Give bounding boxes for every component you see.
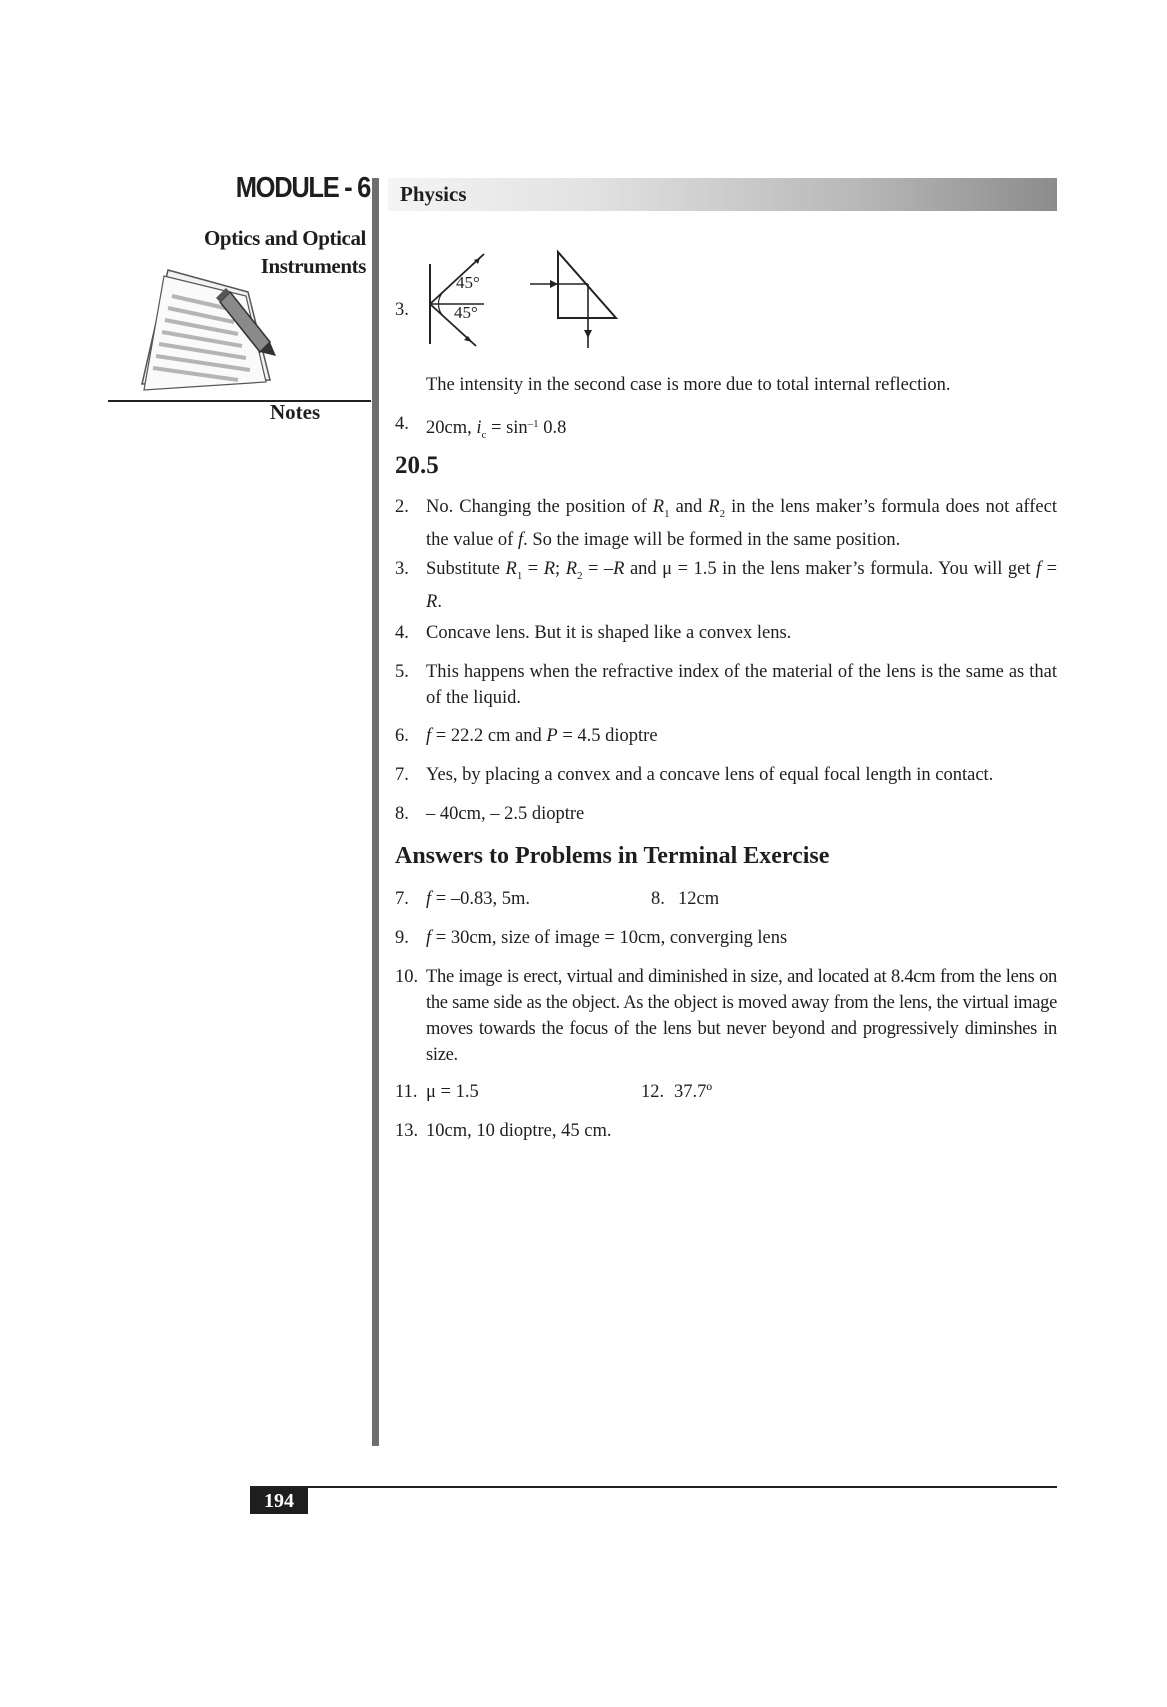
text-run: 2 xyxy=(577,570,583,582)
text-run: = –0.83, 5m. xyxy=(431,889,530,909)
answer-12: 37.7º xyxy=(674,1082,713,1102)
text-run: and xyxy=(669,497,709,517)
answer-10: The image is erect, virtual and diminished in size, and located at 8.4cm from the lens on the same side as the object. As the object is moved away from the lens, the virtual image moves towards the focus of the lens but never beyond and progressively diminshes in size. xyxy=(426,967,1057,1065)
notes-pencil-icon xyxy=(138,262,288,412)
list-item xyxy=(426,556,1057,615)
list-item-number: 8. xyxy=(651,889,665,909)
list-item-number: 12. xyxy=(641,1082,665,1102)
item-4-val: 0.8 xyxy=(538,418,567,438)
list-item: This happens when the refractive index of the material of the lens is the same as that of the liquid. xyxy=(426,662,1057,708)
text-run: f xyxy=(517,530,524,550)
text-run: f xyxy=(1035,559,1042,579)
answer-9 xyxy=(426,925,1057,951)
text-run: 1 xyxy=(664,508,670,520)
text-run: = 22.2 cm and xyxy=(431,726,547,746)
text-run: R xyxy=(613,559,625,579)
list-item-number: 10. xyxy=(395,967,419,987)
text-run: = xyxy=(522,559,544,579)
footer-rule xyxy=(250,1486,1057,1488)
text-run: Substitute xyxy=(426,559,506,579)
list-item: Concave lens. But it is shaped like a convex lens. xyxy=(426,623,792,643)
list-item: Yes, by placing a convex and a concave lens of equal focal length in contact. xyxy=(426,765,994,785)
page-number: 194 xyxy=(250,1488,308,1514)
text-run: = 4.5 dioptre xyxy=(557,726,658,746)
angle-label-bottom: 45° xyxy=(454,303,478,322)
item-4-eq: = sin xyxy=(486,418,528,438)
list-item-number: 11. xyxy=(395,1082,418,1102)
subject-title: Physics xyxy=(400,182,467,206)
side-topic-line1: Optics and Optical xyxy=(204,226,366,250)
list-item-number: 2. xyxy=(395,497,409,517)
text-run: 2 xyxy=(719,508,726,520)
answer-8: 12cm xyxy=(678,889,720,909)
list-item-number: 7. xyxy=(395,765,409,785)
list-item-number: 9. xyxy=(395,928,409,948)
intensity-note: The intensity in the second case is more due to total internal reflection. xyxy=(426,375,951,395)
list-item-number: 13. xyxy=(395,1121,419,1141)
text-run: f xyxy=(426,928,432,948)
list-item-number: 5. xyxy=(395,662,409,682)
item-4-text xyxy=(426,411,1057,448)
list-item-number: 3. xyxy=(395,559,409,579)
item-4-number: 4. xyxy=(395,414,409,434)
text-run: 1 xyxy=(516,570,523,582)
text-run: . xyxy=(437,592,442,612)
answer-11: μ = 1.5 xyxy=(426,1082,479,1102)
section-heading: 20.5 xyxy=(395,452,439,479)
answer-13: 10cm, 10 dioptre, 45 cm. xyxy=(426,1121,612,1141)
text-run: R xyxy=(543,559,556,579)
text-run: in the lens maker’s formula does not affect the value of xyxy=(426,497,1057,550)
item-3-number: 3. xyxy=(395,300,409,320)
list-item xyxy=(426,494,1057,553)
item-4-value: 20cm, xyxy=(426,418,477,438)
text-run: ; xyxy=(555,559,566,579)
list-item xyxy=(426,723,1057,749)
list-item-number: 6. xyxy=(395,726,409,746)
text-run: R xyxy=(505,559,517,579)
header-band xyxy=(388,178,1057,211)
list-item-number: 8. xyxy=(395,804,409,824)
text-run: f xyxy=(426,889,432,909)
text-run: and μ = 1.5 in the lens maker’s formula. You will get xyxy=(624,559,1036,579)
angle-label-top: 45° xyxy=(456,273,480,292)
text-run: R xyxy=(652,497,665,517)
item-4-i: i xyxy=(476,418,482,438)
list-item-number: 7. xyxy=(395,889,409,909)
vertical-margin-bar xyxy=(372,178,379,1446)
prism-diagram xyxy=(528,244,620,350)
module-title: MODULE - 6 xyxy=(235,172,370,204)
reflection-diagram xyxy=(418,244,498,350)
side-topic-line2: Instruments xyxy=(260,254,366,278)
text-run: R xyxy=(708,497,720,517)
notes-label: Notes xyxy=(270,400,321,424)
text-run: = xyxy=(1041,559,1058,579)
text-run: . So the image will be formed in the same position. xyxy=(523,530,901,550)
text-run: f xyxy=(426,726,432,746)
answer-7 xyxy=(426,886,530,912)
item-4-c: c xyxy=(481,429,487,441)
answers-heading: Answers to Problems in Terminal Exercise xyxy=(395,843,830,869)
text-run: = – xyxy=(582,559,614,579)
text-run: R xyxy=(426,592,438,612)
list-item-number: 4. xyxy=(395,623,409,643)
text-run: No. Changing the position of xyxy=(426,497,653,517)
list-item: – 40cm, – 2.5 dioptre xyxy=(426,804,585,824)
item-4-sup: –1 xyxy=(527,418,539,430)
text-run: R xyxy=(565,559,577,579)
ray-arrow-icon xyxy=(584,330,592,338)
ray-arrow-icon xyxy=(550,280,558,288)
text-run: P xyxy=(546,726,558,746)
text-run: = 30cm, size of image = 10cm, converging lens xyxy=(431,928,788,948)
